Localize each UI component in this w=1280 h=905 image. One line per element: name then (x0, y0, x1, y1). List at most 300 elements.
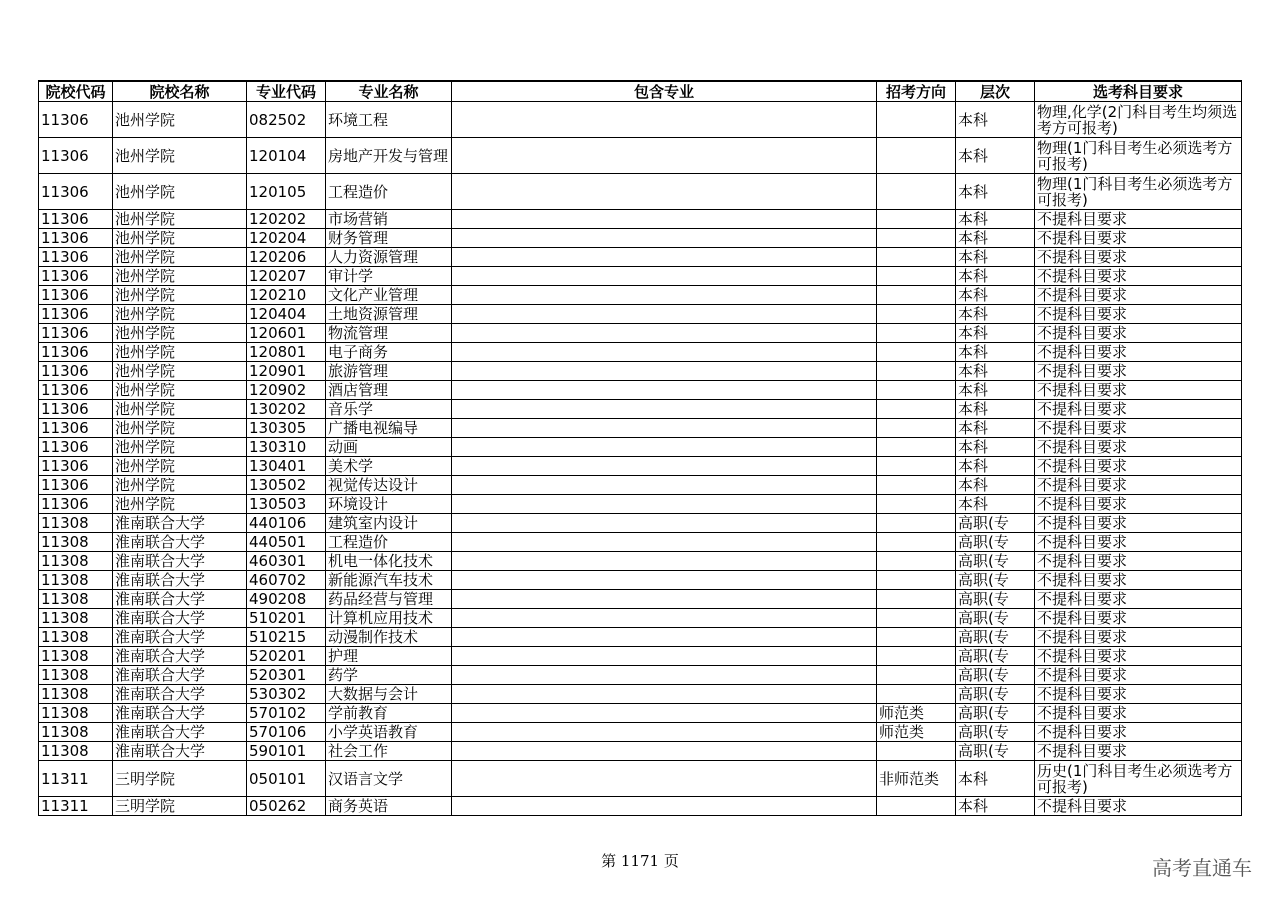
cell-subject-requirement: 不提科目要求 (1035, 666, 1242, 685)
cell-major-code: 130503 (247, 495, 326, 514)
cell-major-name: 广播电视编导 (326, 419, 452, 438)
cell-subject-requirement: 不提科目要求 (1035, 628, 1242, 647)
cell-subject-requirement: 不提科目要求 (1035, 571, 1242, 590)
table-row (39, 438, 1242, 457)
cell-major-code: 120207 (247, 267, 326, 286)
cell-level: 本科 (956, 400, 1035, 419)
cell-subject-requirement: 物理,化学(2门科目考生均须选考方可报考) (1035, 102, 1242, 138)
cell-major-name: 文化产业管理 (326, 286, 452, 305)
cell-direction: 师范类 (877, 704, 956, 723)
cell-direction: 非师范类 (877, 761, 956, 797)
cell-school-name: 淮南联合大学 (113, 704, 247, 723)
cell-major-code: 120204 (247, 229, 326, 248)
header-level: 层次 (956, 81, 1035, 102)
table-row (39, 609, 1242, 628)
cell-major-code: 130202 (247, 400, 326, 419)
cell-major-name: 环境工程 (326, 102, 452, 138)
cell-subject-requirement: 不提科目要求 (1035, 267, 1242, 286)
cell-major-name: 护理 (326, 647, 452, 666)
cell-level: 本科 (956, 248, 1035, 267)
cell-level: 本科 (956, 229, 1035, 248)
header-school-name: 院校名称 (113, 81, 247, 102)
cell-school-code: 11308 (39, 533, 113, 552)
cell-included-majors (452, 381, 877, 400)
cell-direction (877, 174, 956, 210)
cell-school-code: 11306 (39, 267, 113, 286)
cell-major-name: 建筑室内设计 (326, 514, 452, 533)
cell-school-name: 池州学院 (113, 495, 247, 514)
cell-major-name: 人力资源管理 (326, 248, 452, 267)
cell-level: 本科 (956, 457, 1035, 476)
cell-level: 高职(专 (956, 590, 1035, 609)
cell-direction (877, 324, 956, 343)
cell-level: 高职(专 (956, 685, 1035, 704)
cell-major-code: 570106 (247, 723, 326, 742)
cell-direction (877, 533, 956, 552)
cell-school-name: 池州学院 (113, 174, 247, 210)
cell-school-code: 11308 (39, 609, 113, 628)
cell-subject-requirement: 不提科目要求 (1035, 248, 1242, 267)
table-row (39, 514, 1242, 533)
cell-school-code: 11308 (39, 552, 113, 571)
cell-school-name: 三明学院 (113, 797, 247, 816)
cell-included-majors (452, 742, 877, 761)
cell-subject-requirement: 不提科目要求 (1035, 400, 1242, 419)
cell-included-majors (452, 685, 877, 704)
cell-subject-requirement: 不提科目要求 (1035, 552, 1242, 571)
table-row (39, 324, 1242, 343)
cell-school-name: 池州学院 (113, 286, 247, 305)
cell-direction (877, 552, 956, 571)
table-row (39, 552, 1242, 571)
cell-level: 本科 (956, 476, 1035, 495)
cell-included-majors (452, 495, 877, 514)
table-row (39, 400, 1242, 419)
cell-subject-requirement: 不提科目要求 (1035, 343, 1242, 362)
cell-school-name: 池州学院 (113, 362, 247, 381)
cell-level: 高职(专 (956, 647, 1035, 666)
cell-school-name: 池州学院 (113, 419, 247, 438)
cell-direction (877, 514, 956, 533)
cell-school-name: 淮南联合大学 (113, 552, 247, 571)
cell-school-code: 11308 (39, 685, 113, 704)
cell-subject-requirement: 不提科目要求 (1035, 533, 1242, 552)
cell-included-majors (452, 267, 877, 286)
cell-subject-requirement: 物理(1门科目考生必须选考方可报考) (1035, 174, 1242, 210)
cell-level: 高职(专 (956, 723, 1035, 742)
cell-included-majors (452, 533, 877, 552)
cell-major-code: 130401 (247, 457, 326, 476)
cell-subject-requirement: 不提科目要求 (1035, 419, 1242, 438)
cell-school-name: 淮南联合大学 (113, 533, 247, 552)
cell-direction: 师范类 (877, 723, 956, 742)
cell-school-code: 11311 (39, 797, 113, 816)
table-row (39, 685, 1242, 704)
cell-major-name: 工程造价 (326, 533, 452, 552)
cell-major-name: 酒店管理 (326, 381, 452, 400)
cell-school-code: 11306 (39, 324, 113, 343)
cell-direction (877, 381, 956, 400)
cell-direction (877, 362, 956, 381)
cell-major-name: 视觉传达设计 (326, 476, 452, 495)
cell-major-code: 120404 (247, 305, 326, 324)
cell-level: 高职(专 (956, 628, 1035, 647)
cell-level: 高职(专 (956, 514, 1035, 533)
cell-school-code: 11308 (39, 742, 113, 761)
cell-major-name: 学前教育 (326, 704, 452, 723)
table-row (39, 761, 1242, 797)
cell-subject-requirement: 不提科目要求 (1035, 495, 1242, 514)
cell-school-name: 三明学院 (113, 761, 247, 797)
table-row (39, 362, 1242, 381)
cell-school-name: 淮南联合大学 (113, 514, 247, 533)
cell-school-name: 池州学院 (113, 138, 247, 174)
cell-school-code: 11308 (39, 704, 113, 723)
cell-direction (877, 102, 956, 138)
cell-direction (877, 590, 956, 609)
cell-school-name: 池州学院 (113, 381, 247, 400)
header-school-code: 院校代码 (39, 81, 113, 102)
cell-included-majors (452, 514, 877, 533)
table-row (39, 419, 1242, 438)
table-row (39, 248, 1242, 267)
cell-included-majors (452, 723, 877, 742)
cell-included-majors (452, 174, 877, 210)
cell-major-code: 520201 (247, 647, 326, 666)
cell-major-name: 市场营销 (326, 210, 452, 229)
cell-subject-requirement: 不提科目要求 (1035, 438, 1242, 457)
table-row (39, 138, 1242, 174)
cell-level: 高职(专 (956, 666, 1035, 685)
cell-school-code: 11306 (39, 248, 113, 267)
table-row (39, 229, 1242, 248)
cell-major-code: 082502 (247, 102, 326, 138)
cell-major-code: 440501 (247, 533, 326, 552)
cell-major-name: 动画 (326, 438, 452, 457)
table-row (39, 742, 1242, 761)
cell-school-name: 池州学院 (113, 210, 247, 229)
cell-included-majors (452, 647, 877, 666)
cell-major-name: 环境设计 (326, 495, 452, 514)
cell-direction (877, 628, 956, 647)
cell-school-code: 11308 (39, 590, 113, 609)
cell-subject-requirement: 不提科目要求 (1035, 210, 1242, 229)
cell-major-code: 440106 (247, 514, 326, 533)
cell-school-code: 11306 (39, 343, 113, 362)
header-direction: 招考方向 (877, 81, 956, 102)
cell-level: 高职(专 (956, 609, 1035, 628)
table-row (39, 286, 1242, 305)
cell-major-code: 050262 (247, 797, 326, 816)
table-row (39, 381, 1242, 400)
cell-included-majors (452, 419, 877, 438)
cell-school-name: 池州学院 (113, 457, 247, 476)
cell-major-code: 460702 (247, 571, 326, 590)
cell-subject-requirement: 不提科目要求 (1035, 286, 1242, 305)
cell-included-majors (452, 229, 877, 248)
cell-level: 高职(专 (956, 704, 1035, 723)
cell-direction (877, 419, 956, 438)
cell-included-majors (452, 138, 877, 174)
cell-direction (877, 495, 956, 514)
cell-included-majors (452, 457, 877, 476)
table-row (39, 457, 1242, 476)
table-row (39, 723, 1242, 742)
cell-major-code: 120104 (247, 138, 326, 174)
cell-school-code: 11308 (39, 628, 113, 647)
cell-included-majors (452, 305, 877, 324)
cell-subject-requirement: 不提科目要求 (1035, 647, 1242, 666)
cell-school-name: 淮南联合大学 (113, 685, 247, 704)
cell-direction (877, 286, 956, 305)
admission-table (38, 80, 1242, 816)
cell-level: 本科 (956, 495, 1035, 514)
cell-major-name: 大数据与会计 (326, 685, 452, 704)
cell-school-name: 淮南联合大学 (113, 647, 247, 666)
cell-major-name: 物流管理 (326, 324, 452, 343)
cell-subject-requirement: 不提科目要求 (1035, 685, 1242, 704)
cell-subject-requirement: 不提科目要求 (1035, 609, 1242, 628)
cell-school-code: 11311 (39, 761, 113, 797)
cell-direction (877, 742, 956, 761)
cell-included-majors (452, 248, 877, 267)
cell-level: 高职(专 (956, 552, 1035, 571)
cell-major-name: 工程造价 (326, 174, 452, 210)
cell-included-majors (452, 102, 877, 138)
cell-included-majors (452, 797, 877, 816)
cell-direction (877, 666, 956, 685)
cell-school-code: 11306 (39, 400, 113, 419)
cell-direction (877, 229, 956, 248)
cell-school-code: 11306 (39, 229, 113, 248)
cell-level: 本科 (956, 267, 1035, 286)
cell-school-name: 池州学院 (113, 343, 247, 362)
cell-direction (877, 210, 956, 229)
cell-included-majors (452, 761, 877, 797)
cell-major-name: 汉语言文学 (326, 761, 452, 797)
cell-school-name: 淮南联合大学 (113, 628, 247, 647)
cell-school-code: 11306 (39, 457, 113, 476)
cell-school-code: 11308 (39, 514, 113, 533)
cell-level: 本科 (956, 343, 1035, 362)
cell-school-code: 11306 (39, 286, 113, 305)
cell-included-majors (452, 552, 877, 571)
cell-major-code: 120105 (247, 174, 326, 210)
cell-major-name: 药品经营与管理 (326, 590, 452, 609)
cell-major-code: 130310 (247, 438, 326, 457)
cell-major-name: 新能源汽车技术 (326, 571, 452, 590)
cell-direction (877, 609, 956, 628)
cell-major-name: 音乐学 (326, 400, 452, 419)
cell-level: 本科 (956, 761, 1035, 797)
cell-level: 本科 (956, 438, 1035, 457)
cell-school-code: 11306 (39, 438, 113, 457)
cell-included-majors (452, 590, 877, 609)
cell-major-code: 120902 (247, 381, 326, 400)
cell-major-name: 计算机应用技术 (326, 609, 452, 628)
cell-major-code: 460301 (247, 552, 326, 571)
cell-major-name: 电子商务 (326, 343, 452, 362)
cell-school-name: 淮南联合大学 (113, 666, 247, 685)
cell-school-code: 11306 (39, 210, 113, 229)
cell-subject-requirement: 不提科目要求 (1035, 324, 1242, 343)
cell-subject-requirement: 不提科目要求 (1035, 381, 1242, 400)
table-row (39, 666, 1242, 685)
cell-school-code: 11306 (39, 102, 113, 138)
cell-direction (877, 685, 956, 704)
cell-major-name: 美术学 (326, 457, 452, 476)
cell-school-code: 11308 (39, 723, 113, 742)
cell-school-name: 池州学院 (113, 267, 247, 286)
cell-school-code: 11306 (39, 362, 113, 381)
table-row (39, 571, 1242, 590)
cell-school-name: 池州学院 (113, 102, 247, 138)
cell-school-code: 11308 (39, 647, 113, 666)
table-row (39, 210, 1242, 229)
cell-school-code: 11308 (39, 571, 113, 590)
cell-included-majors (452, 286, 877, 305)
cell-direction (877, 457, 956, 476)
cell-school-code: 11306 (39, 495, 113, 514)
cell-level: 本科 (956, 286, 1035, 305)
table-row (39, 102, 1242, 138)
table-row (39, 267, 1242, 286)
cell-level: 本科 (956, 324, 1035, 343)
header-included-majors: 包含专业 (452, 81, 877, 102)
cell-school-code: 11306 (39, 138, 113, 174)
cell-included-majors (452, 704, 877, 723)
cell-school-name: 池州学院 (113, 400, 247, 419)
cell-school-name: 池州学院 (113, 248, 247, 267)
cell-direction (877, 797, 956, 816)
cell-major-code: 120801 (247, 343, 326, 362)
cell-included-majors (452, 210, 877, 229)
cell-school-name: 池州学院 (113, 324, 247, 343)
cell-direction (877, 647, 956, 666)
cell-major-name: 动漫制作技术 (326, 628, 452, 647)
cell-level: 本科 (956, 362, 1035, 381)
cell-level: 高职(专 (956, 571, 1035, 590)
cell-school-name: 淮南联合大学 (113, 571, 247, 590)
cell-school-code: 11306 (39, 419, 113, 438)
cell-school-name: 淮南联合大学 (113, 609, 247, 628)
cell-school-name: 池州学院 (113, 438, 247, 457)
cell-level: 本科 (956, 210, 1035, 229)
page-number: 第 1171 页 (601, 852, 679, 870)
cell-direction (877, 248, 956, 267)
cell-school-code: 11308 (39, 666, 113, 685)
cell-major-code: 590101 (247, 742, 326, 761)
cell-major-code: 510215 (247, 628, 326, 647)
table-row (39, 590, 1242, 609)
table-row (39, 174, 1242, 210)
table-row (39, 628, 1242, 647)
cell-subject-requirement: 不提科目要求 (1035, 797, 1242, 816)
cell-major-code: 050101 (247, 761, 326, 797)
cell-major-name: 小学英语教育 (326, 723, 452, 742)
cell-major-name: 机电一体化技术 (326, 552, 452, 571)
cell-school-name: 池州学院 (113, 305, 247, 324)
cell-included-majors (452, 571, 877, 590)
cell-level: 本科 (956, 102, 1035, 138)
cell-major-code: 120210 (247, 286, 326, 305)
cell-level: 本科 (956, 797, 1035, 816)
cell-subject-requirement: 不提科目要求 (1035, 476, 1242, 495)
cell-major-code: 530302 (247, 685, 326, 704)
header-major-code: 专业代码 (247, 81, 326, 102)
cell-major-code: 520301 (247, 666, 326, 685)
header-row (39, 81, 1242, 102)
header-subject-requirement: 选考科目要求 (1035, 81, 1242, 102)
cell-subject-requirement: 不提科目要求 (1035, 514, 1242, 533)
cell-level: 本科 (956, 381, 1035, 400)
watermark: 高考直通车 (1152, 856, 1252, 880)
cell-direction (877, 571, 956, 590)
cell-school-name: 淮南联合大学 (113, 742, 247, 761)
cell-school-code: 11306 (39, 305, 113, 324)
cell-major-name: 药学 (326, 666, 452, 685)
table-row (39, 476, 1242, 495)
table-row (39, 305, 1242, 324)
cell-level: 高职(专 (956, 533, 1035, 552)
cell-major-name: 审计学 (326, 267, 452, 286)
cell-included-majors (452, 343, 877, 362)
table-row (39, 797, 1242, 816)
cell-direction (877, 138, 956, 174)
header-major-name: 专业名称 (326, 81, 452, 102)
cell-included-majors (452, 609, 877, 628)
cell-included-majors (452, 400, 877, 419)
cell-school-code: 11306 (39, 476, 113, 495)
cell-major-name: 财务管理 (326, 229, 452, 248)
cell-included-majors (452, 362, 877, 381)
cell-level: 本科 (956, 174, 1035, 210)
cell-school-name: 池州学院 (113, 229, 247, 248)
cell-major-name: 旅游管理 (326, 362, 452, 381)
cell-major-code: 120202 (247, 210, 326, 229)
cell-subject-requirement: 不提科目要求 (1035, 457, 1242, 476)
cell-level: 高职(专 (956, 742, 1035, 761)
cell-school-name: 池州学院 (113, 476, 247, 495)
cell-school-code: 11306 (39, 381, 113, 400)
cell-major-code: 490208 (247, 590, 326, 609)
cell-major-name: 土地资源管理 (326, 305, 452, 324)
table-row (39, 704, 1242, 723)
cell-major-code: 130502 (247, 476, 326, 495)
cell-level: 本科 (956, 419, 1035, 438)
cell-subject-requirement: 不提科目要求 (1035, 723, 1242, 742)
cell-major-name: 商务英语 (326, 797, 452, 816)
cell-included-majors (452, 666, 877, 685)
cell-included-majors (452, 476, 877, 495)
cell-major-code: 130305 (247, 419, 326, 438)
cell-major-code: 510201 (247, 609, 326, 628)
cell-subject-requirement: 不提科目要求 (1035, 362, 1242, 381)
cell-school-name: 淮南联合大学 (113, 723, 247, 742)
cell-major-name: 社会工作 (326, 742, 452, 761)
cell-included-majors (452, 628, 877, 647)
cell-subject-requirement: 不提科目要求 (1035, 704, 1242, 723)
cell-subject-requirement: 不提科目要求 (1035, 229, 1242, 248)
table-row (39, 533, 1242, 552)
cell-major-code: 570102 (247, 704, 326, 723)
table-row (39, 647, 1242, 666)
cell-major-code: 120901 (247, 362, 326, 381)
table-row (39, 343, 1242, 362)
cell-school-name: 淮南联合大学 (113, 590, 247, 609)
cell-major-code: 120601 (247, 324, 326, 343)
cell-direction (877, 343, 956, 362)
